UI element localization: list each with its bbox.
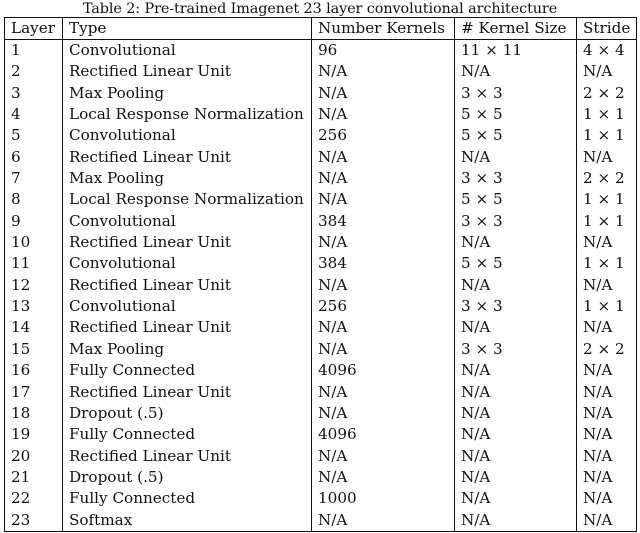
cell-number-kernels: 256 xyxy=(312,296,455,317)
cell-number-kernels: 384 xyxy=(312,211,455,232)
table-row xyxy=(5,510,637,532)
cell-kernel-size: N/A xyxy=(455,275,577,296)
table-row xyxy=(5,424,637,445)
cell-layer: 12 xyxy=(5,275,63,296)
cell-layer: 2 xyxy=(5,61,63,82)
cell-layer: 5 xyxy=(5,125,63,146)
table-row xyxy=(5,467,637,488)
table-row xyxy=(5,168,637,189)
cell-stride: N/A xyxy=(577,467,637,488)
cell-stride: 2 × 2 xyxy=(577,168,637,189)
cell-layer: 9 xyxy=(5,211,63,232)
table-row xyxy=(5,211,637,232)
table-row xyxy=(5,83,637,104)
cell-layer: 18 xyxy=(5,403,63,424)
cell-stride: 1 × 1 xyxy=(577,211,637,232)
cell-stride: N/A xyxy=(577,317,637,338)
cell-kernel-size: N/A xyxy=(455,488,577,509)
cell-stride: 2 × 2 xyxy=(577,339,637,360)
table-row xyxy=(5,189,637,210)
cell-number-kernels: N/A xyxy=(312,446,455,467)
cell-kernel-size: 5 × 5 xyxy=(455,125,577,146)
cell-stride: 1 × 1 xyxy=(577,125,637,146)
table-row xyxy=(5,61,637,82)
cell-layer: 6 xyxy=(5,147,63,168)
cell-stride: 1 × 1 xyxy=(577,296,637,317)
table-row xyxy=(5,339,637,360)
cell-kernel-size: 3 × 3 xyxy=(455,83,577,104)
cell-stride: N/A xyxy=(577,232,637,253)
cell-layer: 20 xyxy=(5,446,63,467)
cell-layer: 21 xyxy=(5,467,63,488)
cell-number-kernels: N/A xyxy=(312,83,455,104)
cell-stride: N/A xyxy=(577,403,637,424)
table-caption: Table 2: Pre-trained Imagenet 23 layer convolutional architecture xyxy=(82,1,558,17)
table-row xyxy=(5,360,637,381)
cell-number-kernels: 4096 xyxy=(312,360,455,381)
table-row xyxy=(5,403,637,424)
cell-stride: N/A xyxy=(577,360,637,381)
cell-kernel-size: N/A xyxy=(455,446,577,467)
cell-number-kernels: N/A xyxy=(312,189,455,210)
cell-layer: 11 xyxy=(5,253,63,274)
cell-number-kernels: 4096 xyxy=(312,424,455,445)
cell-stride: 1 × 1 xyxy=(577,189,637,210)
cell-number-kernels: N/A xyxy=(312,147,455,168)
cell-number-kernels: N/A xyxy=(312,168,455,189)
cell-stride: N/A xyxy=(577,488,637,509)
cell-type: Rectified Linear Unit xyxy=(63,317,312,338)
cell-layer: 4 xyxy=(5,104,63,125)
cell-kernel-size: N/A xyxy=(455,232,577,253)
cell-kernel-size: N/A xyxy=(455,147,577,168)
table-body xyxy=(5,40,637,532)
cell-layer: 19 xyxy=(5,424,63,445)
cell-number-kernels: 256 xyxy=(312,125,455,146)
cell-type: Local Response Normalization xyxy=(63,104,312,125)
cell-layer: 3 xyxy=(5,83,63,104)
cell-type: Max Pooling xyxy=(63,83,312,104)
table-row xyxy=(5,275,637,296)
table-header xyxy=(5,18,637,40)
cell-type: Softmax xyxy=(63,510,312,532)
cell-number-kernels: N/A xyxy=(312,403,455,424)
cell-type: Rectified Linear Unit xyxy=(63,147,312,168)
cell-kernel-size: 3 × 3 xyxy=(455,211,577,232)
cell-type: Fully Connected xyxy=(63,360,312,381)
cell-type: Max Pooling xyxy=(63,168,312,189)
table-row xyxy=(5,317,637,338)
cell-number-kernels: N/A xyxy=(312,275,455,296)
cell-layer: 14 xyxy=(5,317,63,338)
header-type: Type xyxy=(63,18,312,40)
cell-kernel-size: N/A xyxy=(455,317,577,338)
cell-type: Local Response Normalization xyxy=(63,189,312,210)
cell-type: Dropout (.5) xyxy=(63,467,312,488)
cell-type: Rectified Linear Unit xyxy=(63,61,312,82)
cell-layer: 8 xyxy=(5,189,63,210)
cell-type: Convolutional xyxy=(63,40,312,62)
header-stride: Stride xyxy=(577,18,637,40)
cell-stride: N/A xyxy=(577,510,637,532)
cell-kernel-size: N/A xyxy=(455,467,577,488)
cell-type: Rectified Linear Unit xyxy=(63,232,312,253)
table-row xyxy=(5,232,637,253)
cell-stride: 4 × 4 xyxy=(577,40,637,62)
header-layer: Layer xyxy=(5,18,63,40)
cell-number-kernels: 384 xyxy=(312,253,455,274)
cell-number-kernels: N/A xyxy=(312,317,455,338)
cell-type: Rectified Linear Unit xyxy=(63,382,312,403)
cell-number-kernels: N/A xyxy=(312,382,455,403)
cell-type: Convolutional xyxy=(63,211,312,232)
cell-layer: 22 xyxy=(5,488,63,509)
cell-stride: 1 × 1 xyxy=(577,253,637,274)
cell-number-kernels: N/A xyxy=(312,232,455,253)
cell-type: Rectified Linear Unit xyxy=(63,275,312,296)
table-row xyxy=(5,125,637,146)
cell-layer: 10 xyxy=(5,232,63,253)
table-row xyxy=(5,382,637,403)
table-row xyxy=(5,253,637,274)
architecture-table xyxy=(4,17,637,532)
cell-layer: 1 xyxy=(5,40,63,62)
cell-kernel-size: N/A xyxy=(455,382,577,403)
cell-number-kernels: N/A xyxy=(312,467,455,488)
table-row xyxy=(5,40,637,62)
cell-type: Max Pooling xyxy=(63,339,312,360)
table-row xyxy=(5,104,637,125)
cell-kernel-size: 5 × 5 xyxy=(455,189,577,210)
cell-kernel-size: 3 × 3 xyxy=(455,168,577,189)
cell-layer: 23 xyxy=(5,510,63,532)
cell-stride: N/A xyxy=(577,424,637,445)
cell-stride: N/A xyxy=(577,275,637,296)
cell-type: Fully Connected xyxy=(63,424,312,445)
cell-kernel-size: N/A xyxy=(455,403,577,424)
cell-number-kernels: N/A xyxy=(312,104,455,125)
cell-type: Rectified Linear Unit xyxy=(63,446,312,467)
cell-layer: 15 xyxy=(5,339,63,360)
cell-kernel-size: 5 × 5 xyxy=(455,104,577,125)
cell-type: Convolutional xyxy=(63,296,312,317)
cell-stride: N/A xyxy=(577,61,637,82)
cell-stride: N/A xyxy=(577,147,637,168)
cell-number-kernels: 1000 xyxy=(312,488,455,509)
cell-layer: 16 xyxy=(5,360,63,381)
cell-kernel-size: 3 × 3 xyxy=(455,296,577,317)
cell-kernel-size: 3 × 3 xyxy=(455,339,577,360)
cell-layer: 17 xyxy=(5,382,63,403)
cell-stride: N/A xyxy=(577,382,637,403)
cell-kernel-size: N/A xyxy=(455,360,577,381)
cell-layer: 7 xyxy=(5,168,63,189)
header-number-kernels: Number Kernels xyxy=(312,18,455,40)
cell-stride: 2 × 2 xyxy=(577,83,637,104)
cell-number-kernels: 96 xyxy=(312,40,455,62)
cell-number-kernels: N/A xyxy=(312,510,455,532)
table-row xyxy=(5,147,637,168)
cell-stride: 1 × 1 xyxy=(577,104,637,125)
cell-number-kernels: N/A xyxy=(312,61,455,82)
cell-type: Convolutional xyxy=(63,125,312,146)
cell-type: Convolutional xyxy=(63,253,312,274)
cell-stride: N/A xyxy=(577,446,637,467)
cell-kernel-size: 5 × 5 xyxy=(455,253,577,274)
table-row xyxy=(5,488,637,509)
header-row xyxy=(5,18,637,40)
cell-number-kernels: N/A xyxy=(312,339,455,360)
header-kernel-size: # Kernel Size xyxy=(455,18,577,40)
table-row xyxy=(5,446,637,467)
cell-kernel-size: N/A xyxy=(455,424,577,445)
cell-type: Fully Connected xyxy=(63,488,312,509)
cell-kernel-size: 11 × 11 xyxy=(455,40,577,62)
cell-layer: 13 xyxy=(5,296,63,317)
cell-kernel-size: N/A xyxy=(455,61,577,82)
cell-type: Dropout (.5) xyxy=(63,403,312,424)
table-row xyxy=(5,296,637,317)
cell-kernel-size: N/A xyxy=(455,510,577,532)
